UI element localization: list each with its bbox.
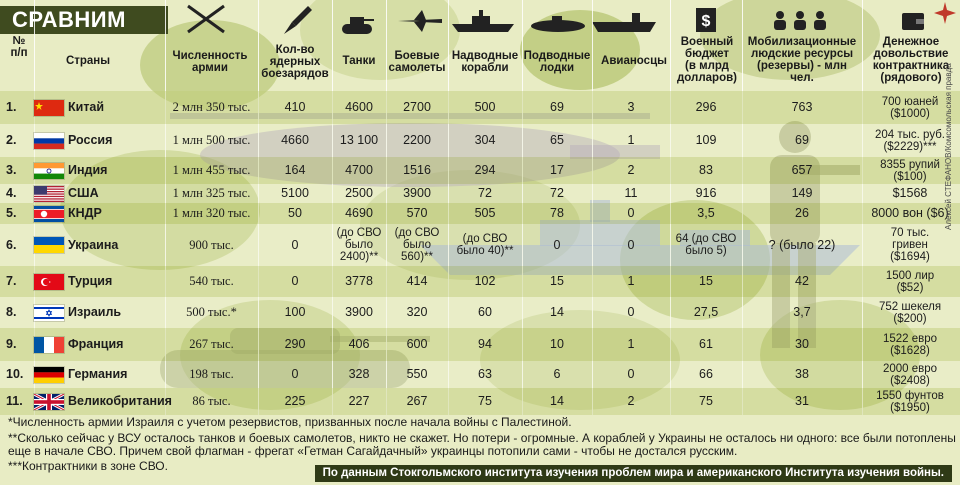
cell-aircraft: 267: [406, 394, 428, 408]
cell-pay: 8355 рупий ($100): [880, 158, 940, 183]
cell-budget: 15: [699, 274, 713, 288]
cell-budget: 109: [695, 133, 717, 147]
flag-dprk-icon: [34, 206, 64, 222]
cell-budget: 83: [699, 163, 713, 177]
cell-carriers: 0: [627, 206, 635, 220]
cell-ships: 94: [478, 337, 492, 351]
header-aircraft: Боевые самолеты: [388, 50, 446, 74]
cell-country: Индия: [68, 163, 108, 177]
cell-subs: 10: [550, 337, 564, 351]
table-row: [0, 203, 960, 224]
cell-country: Украина: [68, 237, 119, 252]
table-row: [0, 124, 960, 157]
cell-army: 2 млн 350 тыс.: [172, 100, 251, 114]
cell-num: 6.: [6, 237, 17, 252]
cell-carriers: 1: [627, 274, 635, 288]
cell-subs: 15: [550, 274, 564, 288]
footnote-1: *Численность армии Израиля с учетом резервистов, призванных после начала войны с Палестиной.: [8, 415, 572, 429]
cell-reserves: 26: [795, 206, 809, 220]
footnote-2: **Сколько сейчас у ВСУ осталось танков и боевых самолетов, никто не скажет. Но потери - огромные. А кораблей у Украины не осталось ни одного: все были потоплены: [8, 431, 956, 445]
cell-ships: (до СВО было 40)**: [456, 233, 514, 257]
cell-subs: 17: [550, 163, 564, 177]
cell-aircraft: 320: [406, 305, 428, 319]
cell-tanks: 4690: [345, 206, 373, 220]
aircraft-carrier-icon: [592, 10, 656, 32]
cell-aircraft: 3900: [403, 186, 431, 200]
cell-reserves: 30: [795, 337, 809, 351]
cell-pay: 8000 вон ($6): [871, 206, 949, 220]
table-row: [0, 157, 960, 184]
cell-reserves: 149: [791, 186, 813, 200]
svg-text:$: $: [701, 13, 711, 30]
cell-army: 267 тыс.: [189, 337, 234, 351]
cell-budget: 916: [695, 186, 717, 200]
page-title: СРАВНИМ: [0, 6, 168, 34]
tank-icon: [340, 14, 374, 36]
wallet-icon: [902, 10, 924, 30]
cell-reserves: 42: [795, 274, 809, 288]
cell-nukes: 0: [291, 367, 299, 381]
cell-budget: 296: [695, 100, 717, 114]
cell-carriers: 0: [627, 367, 635, 381]
logo-icon: [934, 2, 956, 24]
header-ships: Надводные корабли: [451, 50, 519, 74]
cell-carriers: 0: [627, 305, 635, 319]
cell-pay: 1500 лир ($52): [885, 269, 935, 294]
table-row: [0, 328, 960, 361]
cell-army: 198 тыс.: [189, 367, 234, 381]
cell-tanks: 4700: [345, 163, 373, 177]
cell-nukes: 5100: [281, 186, 309, 200]
footnote-2-cont: еще в начале СВО. Причем свой флагман - фрегат «Гетман Сагайдачный» украинцы потопили сами - чтобы не достался русским.: [8, 444, 738, 458]
cell-num: 2.: [6, 133, 17, 147]
cell-num: 4.: [6, 186, 17, 200]
cell-subs: 72: [550, 186, 564, 200]
flag-ukraine-icon: [34, 237, 64, 253]
cell-reserves: 38: [795, 367, 809, 381]
photo-credit: Алексей СТЕФАНОВ/Комсомольская правда: [944, 63, 953, 230]
flag-usa-icon: [34, 186, 64, 202]
table-row: [0, 184, 960, 203]
missile-icon: [282, 4, 312, 36]
cell-num: 10.: [6, 367, 24, 381]
cell-ships: 60: [478, 305, 492, 319]
cell-country: Китай: [68, 100, 105, 114]
cell-ships: 294: [474, 163, 496, 177]
cell-aircraft: 600: [406, 337, 428, 351]
cell-pay: 70 тыс. гривен ($1694): [890, 227, 930, 263]
cell-reserves: 69: [795, 133, 809, 147]
cell-tanks: 13 100: [339, 133, 379, 147]
cell-nukes: 100: [284, 305, 306, 319]
cell-aircraft: 414: [406, 274, 428, 288]
cell-tanks: 227: [348, 394, 370, 408]
cell-tanks: 328: [348, 367, 370, 381]
flag-china-icon: [34, 100, 64, 116]
cell-num: 5.: [6, 206, 17, 220]
submarine-icon: [530, 14, 586, 32]
cell-aircraft: (до СВО было 560)**: [394, 227, 440, 263]
header-num: № п/п: [10, 35, 28, 59]
cell-num: 1.: [6, 100, 17, 114]
table-row: [0, 266, 960, 297]
cell-pay: $1568: [892, 186, 928, 200]
source-note: По данным Стокгольмского института изучения проблем мира и американского Института изучения войны.: [315, 465, 952, 482]
dollar-icon: [696, 8, 716, 32]
cell-ships: 500: [474, 100, 496, 114]
cell-tanks: (до СВО было 2400)**: [336, 227, 382, 263]
cell-subs: 69: [550, 100, 564, 114]
cell-country: Израиль: [68, 305, 122, 319]
cell-pay: 752 шекеля ($200): [878, 300, 942, 325]
flag-germany-icon: [34, 367, 64, 383]
cell-aircraft: 1516: [403, 163, 431, 177]
flag-france-icon: [34, 337, 64, 353]
cell-army: 1 млн 320 тыс.: [172, 206, 251, 220]
jet-icon: [398, 10, 442, 32]
flag-uk-icon: [34, 394, 64, 410]
cell-reserves: 31: [795, 394, 809, 408]
table-row: [0, 91, 960, 124]
flag-india-icon: [34, 163, 64, 179]
header-country: Страны: [65, 55, 111, 67]
cell-pay: 1550 фунтов ($1950): [876, 389, 944, 414]
cell-budget: 27,5: [693, 305, 719, 319]
cell-carriers: 1: [627, 337, 635, 351]
cell-subs: 0: [553, 237, 561, 252]
cell-pay: 1522 евро ($1628): [882, 332, 938, 357]
cell-budget: 3,5: [697, 206, 715, 220]
cell-nukes: 0: [291, 274, 299, 288]
header-nukes: Кол-во ядерных боезарядов: [261, 44, 329, 80]
cell-ships: 102: [474, 274, 496, 288]
cell-carriers: 1: [627, 133, 635, 147]
cell-budget: 75: [699, 394, 713, 408]
cell-ships: 72: [478, 186, 492, 200]
cell-tanks: 3778: [345, 274, 373, 288]
cell-budget: 61: [699, 337, 713, 351]
cell-army: 1 млн 500 тыс.: [172, 133, 251, 147]
cell-num: 9.: [6, 337, 17, 351]
cell-tanks: 2500: [345, 186, 373, 200]
cell-reserves: ? (было 22): [768, 237, 836, 252]
cell-army: 1 млн 325 тыс.: [172, 186, 251, 200]
cell-num: 11.: [6, 394, 23, 408]
cell-ships: 304: [474, 133, 496, 147]
warship-icon: [452, 10, 514, 32]
header-budget: Военный бюджет (в млрд долларов): [677, 36, 737, 84]
cell-nukes: 4660: [281, 133, 309, 147]
cell-country: КНДР: [68, 206, 102, 220]
cell-country: Россия: [68, 133, 113, 147]
cell-country: Франция: [68, 337, 124, 351]
cell-army: 500 тыс.*: [186, 305, 237, 319]
table-row: [0, 224, 960, 266]
cell-nukes: 290: [284, 337, 306, 351]
people-icon: [772, 10, 828, 30]
cell-nukes: 410: [284, 100, 306, 114]
cell-ships: 63: [478, 367, 492, 381]
cell-carriers: 2: [627, 163, 635, 177]
cell-pay: 2000 евро ($2408): [882, 362, 938, 387]
cell-ships: 75: [478, 394, 492, 408]
cell-country: Германия: [68, 367, 128, 381]
header-subs: Подводные лодки: [523, 50, 591, 74]
cell-reserves: 763: [791, 100, 813, 114]
cell-nukes: 225: [284, 394, 306, 408]
header-tanks: Танки: [342, 55, 376, 67]
header-reserves: Мобилизационные людские ресурсы (резервы) - млн чел.: [747, 36, 857, 84]
cell-subs: 6: [553, 367, 561, 381]
cell-tanks: 406: [348, 337, 370, 351]
cell-reserves: 657: [791, 163, 813, 177]
flag-turkey-icon: [34, 274, 64, 290]
cell-pay: 204 тыс. руб. ($2229)***: [875, 128, 945, 153]
cell-nukes: 0: [291, 237, 299, 252]
cell-subs: 78: [550, 206, 564, 220]
crossed-rifles-icon: [186, 4, 226, 34]
cell-army: 900 тыс.: [189, 237, 234, 252]
cell-ships: 505: [474, 206, 496, 220]
cell-carriers: 3: [627, 100, 635, 114]
cell-aircraft: 2700: [403, 100, 431, 114]
cell-budget: 64 (до СВО было 5): [675, 233, 737, 257]
cell-pay: 700 юаней ($1000): [881, 95, 939, 120]
cell-aircraft: 550: [406, 367, 428, 381]
cell-num: 3.: [6, 163, 17, 177]
header-pay: Денежное довольствие контрактника (рядового): [872, 36, 950, 84]
header-carriers: Авианосцы: [601, 55, 667, 67]
cell-carriers: 11: [624, 186, 638, 200]
footnote-3: ***Контрактники в зоне СВО.: [8, 459, 168, 473]
header-army: Численность армии: [172, 50, 248, 74]
cell-reserves: 3,7: [793, 305, 811, 319]
cell-subs: 65: [550, 133, 564, 147]
table-row: [0, 388, 960, 415]
cell-army: 1 млн 455 тыс.: [172, 163, 251, 177]
cell-country: Великобритания: [68, 394, 172, 408]
cell-tanks: 4600: [345, 100, 373, 114]
cell-army: 86 тыс.: [192, 394, 231, 408]
flag-russia-icon: [34, 133, 64, 149]
cell-budget: 66: [699, 367, 713, 381]
cell-subs: 14: [550, 394, 564, 408]
cell-carriers: 2: [627, 394, 635, 408]
cell-nukes: 50: [288, 206, 302, 220]
cell-army: 540 тыс.: [189, 274, 234, 288]
cell-aircraft: 2200: [403, 133, 431, 147]
flag-israel-icon: [34, 305, 64, 321]
cell-subs: 14: [550, 305, 564, 319]
cell-country: США: [68, 186, 99, 200]
cell-tanks: 3900: [345, 305, 373, 319]
cell-num: 7.: [6, 274, 17, 288]
cell-aircraft: 570: [406, 206, 428, 220]
cell-num: 8.: [6, 305, 17, 319]
cell-country: Турция: [68, 274, 113, 288]
cell-nukes: 164: [284, 163, 306, 177]
cell-carriers: 0: [627, 237, 635, 252]
table-row: [0, 361, 960, 388]
table-row: [0, 297, 960, 328]
